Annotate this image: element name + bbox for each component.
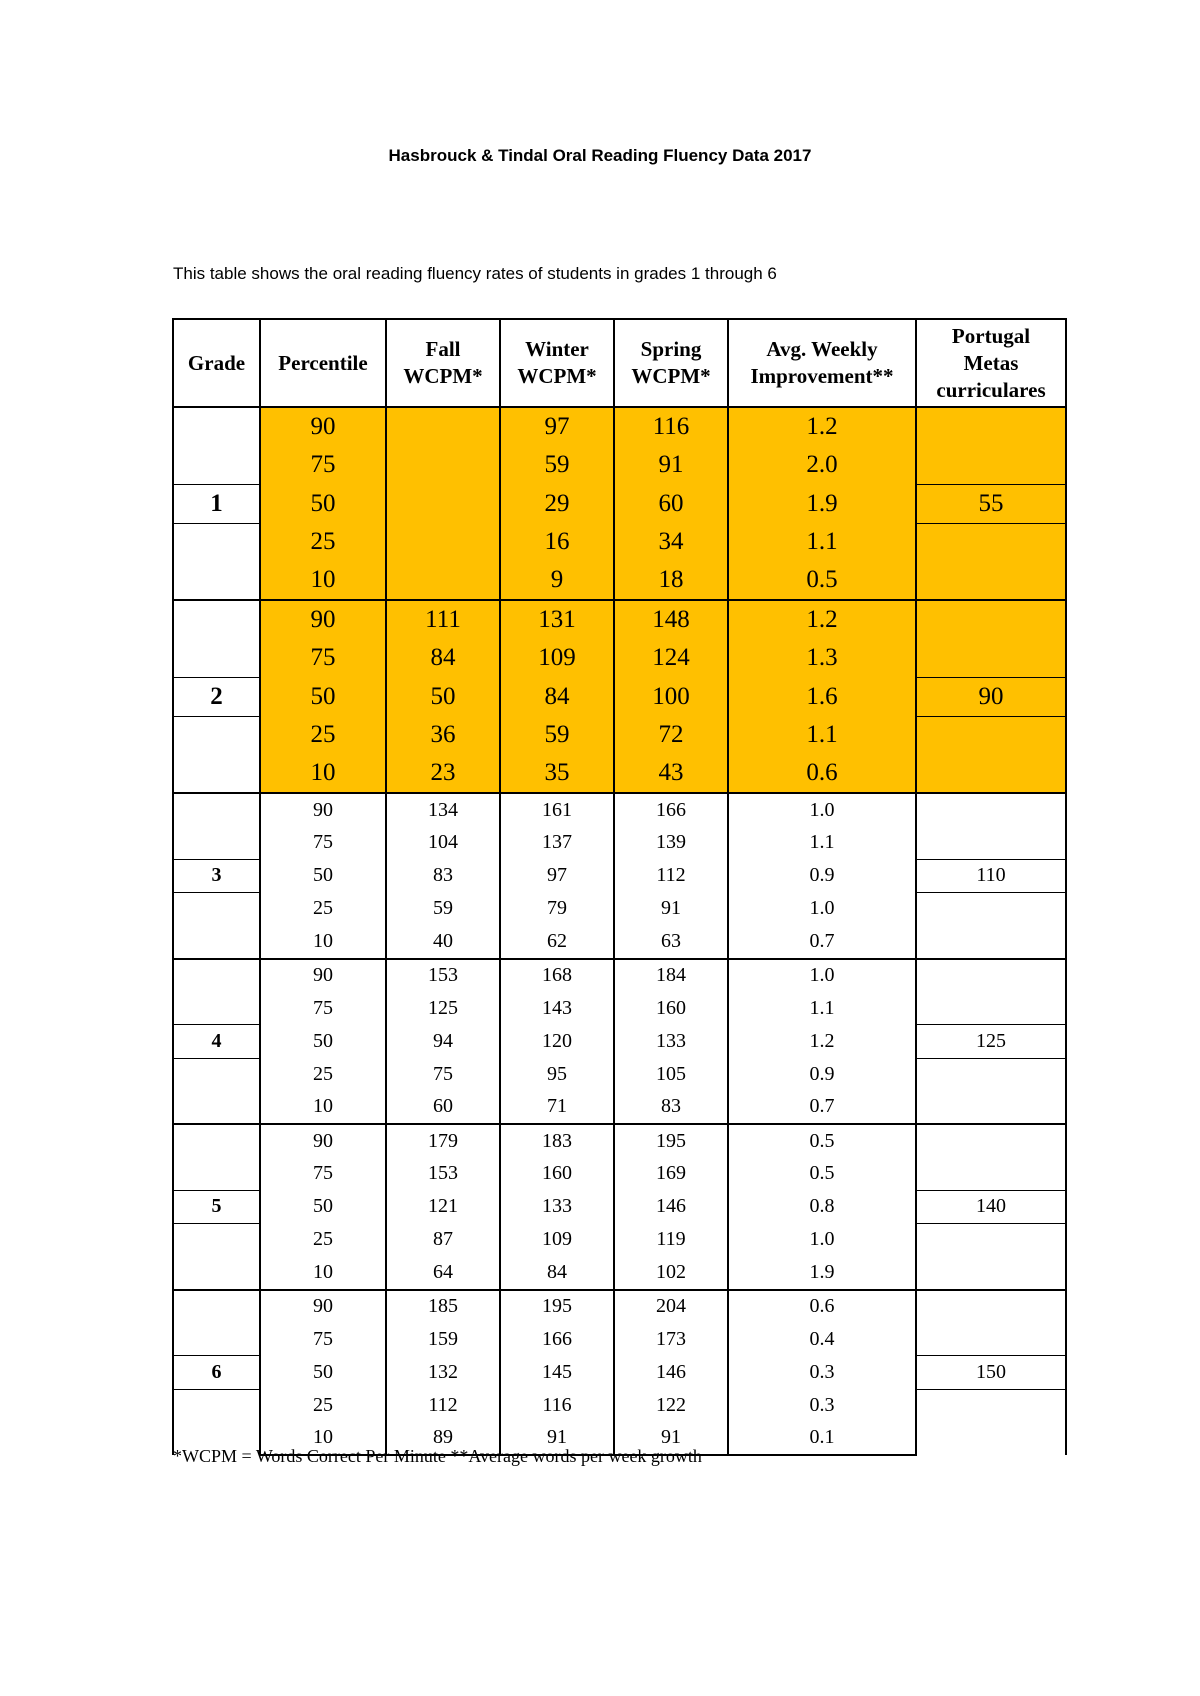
percentile-cell: 25 [260,1389,386,1422]
percentile-cell: 10 [260,925,386,959]
spring-cell: 184 [614,959,728,993]
spring-cell: 146 [614,1356,728,1390]
percentile-cell: 25 [260,1058,386,1091]
table-row [173,893,1066,926]
avg-improvement-cell: 1.2 [728,600,916,639]
percentile-cell: 50 [260,1025,386,1059]
fall-cell: 185 [386,1290,500,1324]
percentile-cell: 75 [260,639,386,677]
avg-improvement-cell: 1.0 [728,793,916,827]
fall-cell: 83 [386,859,500,893]
intro-text: This table shows the oral reading fluency rates of students in grades 1 through 6 [173,264,777,283]
fall-cell: 94 [386,1025,500,1059]
target-cell-empty [916,793,1066,859]
avg-improvement-cell: 1.1 [728,716,916,754]
table-row [173,959,1066,993]
table-row [173,793,1066,827]
portugal-target-cell: 55 [916,484,1066,523]
table-row [173,1025,1066,1059]
fall-cell: 132 [386,1356,500,1390]
portugal-target-cell: 90 [916,677,1066,716]
percentile-cell: 10 [260,1256,386,1290]
portugal-target-cell: 110 [916,859,1066,893]
fall-cell: 104 [386,827,500,860]
grade-cell-empty [173,1058,260,1124]
header-percentile: Percentile [260,319,386,407]
fall-cell: 89 [386,1422,500,1456]
fall-cell: 179 [386,1124,500,1158]
spring-cell: 124 [614,639,728,677]
percentile-cell: 90 [260,407,386,446]
winter-cell: 161 [500,793,614,827]
document-title: Hasbrouck & Tindal Oral Reading Fluency Data 2017 [388,146,812,165]
avg-improvement-cell: 0.5 [728,1124,916,1158]
spring-cell: 166 [614,793,728,827]
header-fall: Fall WCPM* [386,319,500,407]
percentile-cell: 50 [260,1190,386,1224]
table-row [173,677,1066,716]
percentile-cell: 50 [260,859,386,893]
winter-cell: 95 [500,1058,614,1091]
percentile-cell: 50 [260,484,386,523]
fall-cell: 153 [386,959,500,993]
fall-cell [386,561,500,600]
header-portugal: Portugal Metas curriculares [916,319,1066,407]
percentile-cell: 25 [260,523,386,561]
target-cell-empty [916,1224,1066,1290]
grade-cell-empty [173,1124,260,1190]
fall-cell: 59 [386,893,500,926]
spring-cell: 72 [614,716,728,754]
spring-cell: 112 [614,859,728,893]
winter-cell: 29 [500,484,614,523]
avg-improvement-cell: 0.3 [728,1356,916,1390]
winter-cell: 120 [500,1025,614,1059]
winter-cell: 16 [500,523,614,561]
spring-cell: 133 [614,1025,728,1059]
grade-cell-empty [173,959,260,1025]
table-row [173,484,1066,523]
spring-cell: 34 [614,523,728,561]
table-row [173,1356,1066,1390]
percentile-cell: 75 [260,992,386,1025]
winter-cell: 195 [500,1290,614,1324]
winter-cell: 97 [500,859,614,893]
fall-cell: 111 [386,600,500,639]
percentile-cell: 25 [260,1224,386,1257]
portugal-target-cell: 140 [916,1190,1066,1224]
spring-cell: 18 [614,561,728,600]
grade-cell: 1 [173,484,260,523]
spring-cell: 83 [614,1091,728,1125]
winter-cell: 133 [500,1190,614,1224]
target-cell-empty [916,600,1066,677]
avg-improvement-cell: 1.9 [728,484,916,523]
spring-cell: 100 [614,677,728,716]
spring-cell: 91 [614,446,728,484]
winter-cell: 84 [500,1256,614,1290]
winter-cell: 145 [500,1356,614,1390]
table-row [173,1389,1066,1422]
fall-cell: 50 [386,677,500,716]
grade-cell-empty [173,600,260,677]
percentile-cell: 75 [260,1158,386,1191]
grade-cell: 4 [173,1025,260,1059]
header-spring: Spring WCPM* [614,319,728,407]
percentile-cell: 90 [260,1124,386,1158]
fall-cell: 87 [386,1224,500,1257]
spring-cell: 160 [614,992,728,1025]
target-cell-empty [916,893,1066,959]
percentile-cell: 10 [260,1091,386,1125]
percentile-cell: 75 [260,827,386,860]
spring-cell: 43 [614,754,728,793]
fall-cell: 121 [386,1190,500,1224]
target-cell-empty [916,1389,1066,1455]
winter-cell: 35 [500,754,614,793]
avg-improvement-cell: 0.7 [728,925,916,959]
avg-improvement-cell: 0.9 [728,1058,916,1091]
winter-cell: 62 [500,925,614,959]
spring-cell: 173 [614,1323,728,1356]
percentile-cell: 10 [260,1422,386,1456]
target-cell-empty [916,407,1066,484]
avg-improvement-cell: 2.0 [728,446,916,484]
winter-cell: 91 [500,1422,614,1456]
grade-cell-empty [173,716,260,793]
grade-cell-empty [173,523,260,600]
table-row [173,1190,1066,1224]
percentile-cell: 75 [260,446,386,484]
percentile-cell: 25 [260,893,386,926]
spring-cell: 169 [614,1158,728,1191]
table-row [173,600,1066,639]
spring-cell: 102 [614,1256,728,1290]
target-cell-empty [916,716,1066,793]
grade-cell-empty [173,407,260,484]
header-grade: Grade [173,319,260,407]
spring-cell: 122 [614,1389,728,1422]
table-row [173,1290,1066,1324]
winter-cell: 131 [500,600,614,639]
target-cell-empty [916,1290,1066,1356]
target-cell-empty [916,1124,1066,1190]
fall-cell: 36 [386,716,500,754]
spring-cell: 63 [614,925,728,959]
percentile-cell: 75 [260,1323,386,1356]
target-cell-empty [916,1058,1066,1124]
table-row [173,859,1066,893]
avg-improvement-cell: 0.4 [728,1323,916,1356]
spring-cell: 204 [614,1290,728,1324]
spring-cell: 139 [614,827,728,860]
avg-improvement-cell: 0.7 [728,1091,916,1125]
fall-cell: 134 [386,793,500,827]
fall-cell: 153 [386,1158,500,1191]
avg-improvement-cell: 0.6 [728,1290,916,1324]
winter-cell: 166 [500,1323,614,1356]
grade-cell-empty [173,1224,260,1290]
winter-cell: 168 [500,959,614,993]
avg-improvement-cell: 0.3 [728,1389,916,1422]
header-winter: Winter WCPM* [500,319,614,407]
fall-cell: 125 [386,992,500,1025]
table-row [173,716,1066,754]
avg-improvement-cell: 0.5 [728,1158,916,1191]
portugal-target-cell: 125 [916,1025,1066,1059]
table-row [173,523,1066,561]
winter-cell: 183 [500,1124,614,1158]
fall-cell: 112 [386,1389,500,1422]
avg-improvement-cell: 1.1 [728,827,916,860]
grade-cell-empty [173,793,260,859]
grade-cell-empty [173,893,260,959]
spring-cell: 146 [614,1190,728,1224]
percentile-cell: 90 [260,959,386,993]
percentile-cell: 90 [260,600,386,639]
avg-improvement-cell: 1.1 [728,523,916,561]
grade-cell: 3 [173,859,260,893]
winter-cell: 137 [500,827,614,860]
grade-cell: 6 [173,1356,260,1390]
avg-improvement-cell: 1.3 [728,639,916,677]
percentile-cell: 50 [260,1356,386,1390]
table-row [173,407,1066,446]
fall-cell: 84 [386,639,500,677]
fall-cell [386,523,500,561]
avg-improvement-cell: 1.9 [728,1256,916,1290]
percentile-cell: 90 [260,1290,386,1324]
avg-improvement-cell: 0.8 [728,1190,916,1224]
avg-improvement-cell: 1.1 [728,992,916,1025]
winter-cell: 160 [500,1158,614,1191]
avg-improvement-cell: 1.0 [728,959,916,993]
avg-improvement-cell: 0.5 [728,561,916,600]
percentile-cell: 10 [260,754,386,793]
spring-cell: 195 [614,1124,728,1158]
avg-improvement-cell: 0.1 [728,1422,916,1456]
grade-cell: 2 [173,677,260,716]
spring-cell: 91 [614,1422,728,1456]
winter-cell: 71 [500,1091,614,1125]
target-cell-empty [916,959,1066,1025]
winter-cell: 109 [500,639,614,677]
avg-improvement-cell: 1.2 [728,407,916,446]
avg-improvement-cell: 1.0 [728,893,916,926]
fall-cell [386,484,500,523]
winter-cell: 116 [500,1389,614,1422]
percentile-cell: 50 [260,677,386,716]
fall-cell: 75 [386,1058,500,1091]
grade-cell: 5 [173,1190,260,1224]
winter-cell: 9 [500,561,614,600]
spring-cell: 105 [614,1058,728,1091]
table-row [173,1058,1066,1091]
avg-improvement-cell: 1.6 [728,677,916,716]
percentile-cell: 90 [260,793,386,827]
spring-cell: 148 [614,600,728,639]
fall-cell: 64 [386,1256,500,1290]
spring-cell: 119 [614,1224,728,1257]
winter-cell: 59 [500,446,614,484]
percentile-cell: 10 [260,561,386,600]
fall-cell: 40 [386,925,500,959]
header-avg-weekly: Avg. Weekly Improvement** [728,319,916,407]
header-row [173,319,1066,407]
winter-cell: 143 [500,992,614,1025]
winter-cell: 109 [500,1224,614,1257]
fall-cell: 159 [386,1323,500,1356]
grade-cell-empty [173,1290,260,1356]
fall-cell: 60 [386,1091,500,1125]
winter-cell: 79 [500,893,614,926]
table-row [173,1224,1066,1257]
fall-cell: 23 [386,754,500,793]
avg-improvement-cell: 0.9 [728,859,916,893]
winter-cell: 59 [500,716,614,754]
spring-cell: 60 [614,484,728,523]
table-row [173,1124,1066,1158]
fall-cell [386,446,500,484]
spring-cell: 116 [614,407,728,446]
percentile-cell: 25 [260,716,386,754]
portugal-target-cell: 150 [916,1356,1066,1390]
winter-cell: 97 [500,407,614,446]
winter-cell: 84 [500,677,614,716]
avg-improvement-cell: 1.2 [728,1025,916,1059]
avg-improvement-cell: 0.6 [728,754,916,793]
spring-cell: 91 [614,893,728,926]
footnote: *WCPM = Words Correct Per Minute **Average words per week growth [173,1446,702,1466]
fluency-table [172,318,1067,1456]
avg-improvement-cell: 1.0 [728,1224,916,1257]
fall-cell [386,407,500,446]
target-cell-empty [916,523,1066,600]
